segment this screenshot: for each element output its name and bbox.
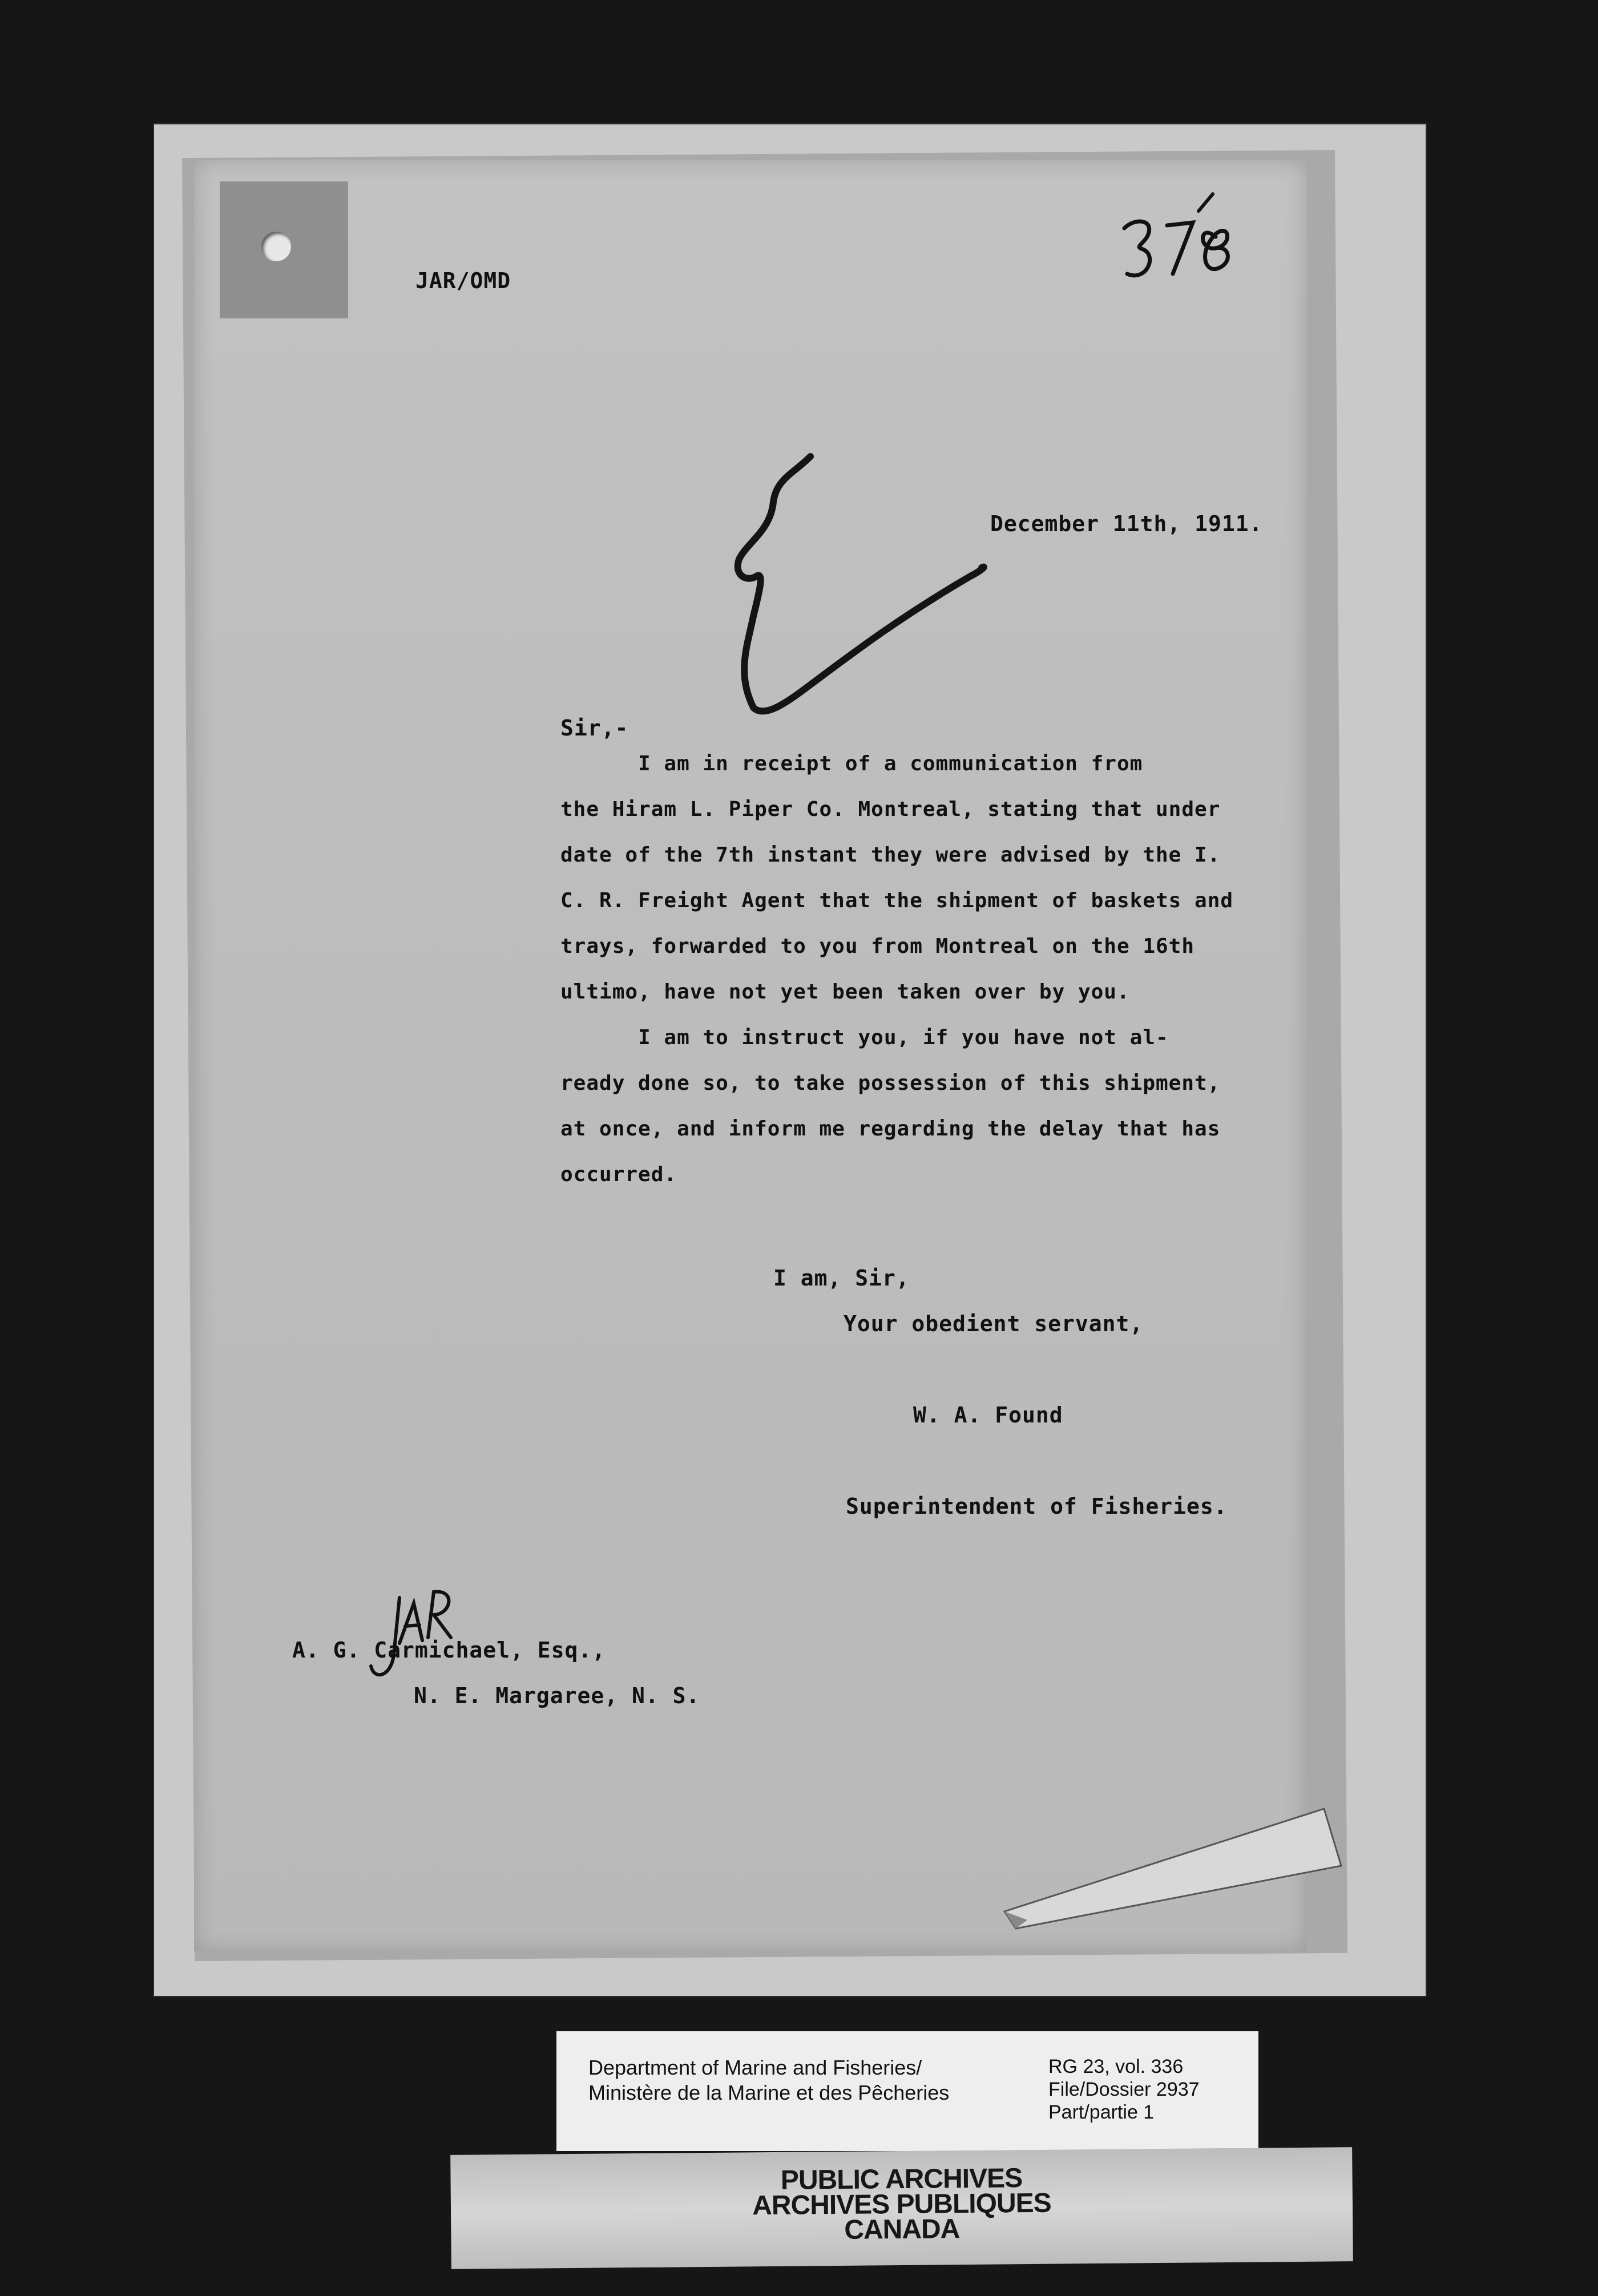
letter-date: December 11th, 1911. bbox=[990, 511, 1263, 536]
folded-paper-corner bbox=[993, 1797, 1347, 1946]
body-line: I am in receipt of a communication from bbox=[560, 752, 1143, 775]
body-line: ready done so, to take possession of this shipment, bbox=[560, 1072, 1221, 1095]
file-number: File/Dossier 2937 bbox=[1048, 2079, 1200, 2100]
archives-stamp bbox=[450, 2147, 1353, 2269]
signature-name: W. A. Found bbox=[913, 1402, 1063, 1428]
body-line: ultimo, have not yet been taken over by you. bbox=[560, 980, 1130, 1004]
body-line: C. R. Freight Agent that the shipment of baskets and bbox=[560, 889, 1234, 912]
department-line: Ministère de la Marine et des Pêcheries bbox=[588, 2081, 950, 2104]
stamp-line: ARCHIVES PUBLIQUES bbox=[752, 2188, 1051, 2221]
body-line: occurred. bbox=[560, 1163, 677, 1186]
stamp-text bbox=[450, 2163, 1353, 2246]
record-reference bbox=[1048, 2055, 1200, 2124]
reference-code: JAR/OMD bbox=[415, 268, 511, 293]
handwritten-page-number bbox=[1113, 188, 1244, 320]
department-line: Department of Marine and Fisheries/ bbox=[588, 2056, 922, 2079]
body-line: I am to instruct you, if you have not al- bbox=[560, 1026, 1169, 1049]
closing-line: I am, Sir, bbox=[773, 1266, 910, 1291]
addressee-name: A. G. Carmichael, Esq., bbox=[292, 1638, 606, 1663]
part-number: Part/partie 1 bbox=[1048, 2101, 1155, 2123]
addressee-location: N. E. Margaree, N. S. bbox=[414, 1683, 700, 1708]
archive-reference-label bbox=[556, 2031, 1258, 2151]
body-line: date of the 7th instant they were advised by the I. bbox=[560, 843, 1221, 867]
body-line: at once, and inform me regarding the delay that has bbox=[560, 1117, 1221, 1141]
body-line: trays, forwarded to you from Montreal on the 16th bbox=[560, 935, 1195, 958]
department-name bbox=[588, 2055, 949, 2105]
signature-title: Superintendent of Fisheries. bbox=[846, 1494, 1228, 1519]
punch-hole bbox=[261, 232, 291, 261]
handwritten-initial-mark bbox=[713, 445, 1022, 730]
handwritten-initials bbox=[365, 1580, 457, 1689]
body-line: the Hiram L. Piper Co. Montreal, stating that under bbox=[560, 798, 1221, 821]
stamp-line: PUBLIC ARCHIVES bbox=[780, 2163, 1023, 2196]
record-group: RG 23, vol. 336 bbox=[1048, 2056, 1184, 2077]
letter-page bbox=[194, 160, 1307, 1951]
stamp-line: CANADA bbox=[844, 2214, 960, 2245]
closing-line: Your obedient servant, bbox=[844, 1311, 1144, 1336]
salutation: Sir,- bbox=[560, 716, 629, 741]
